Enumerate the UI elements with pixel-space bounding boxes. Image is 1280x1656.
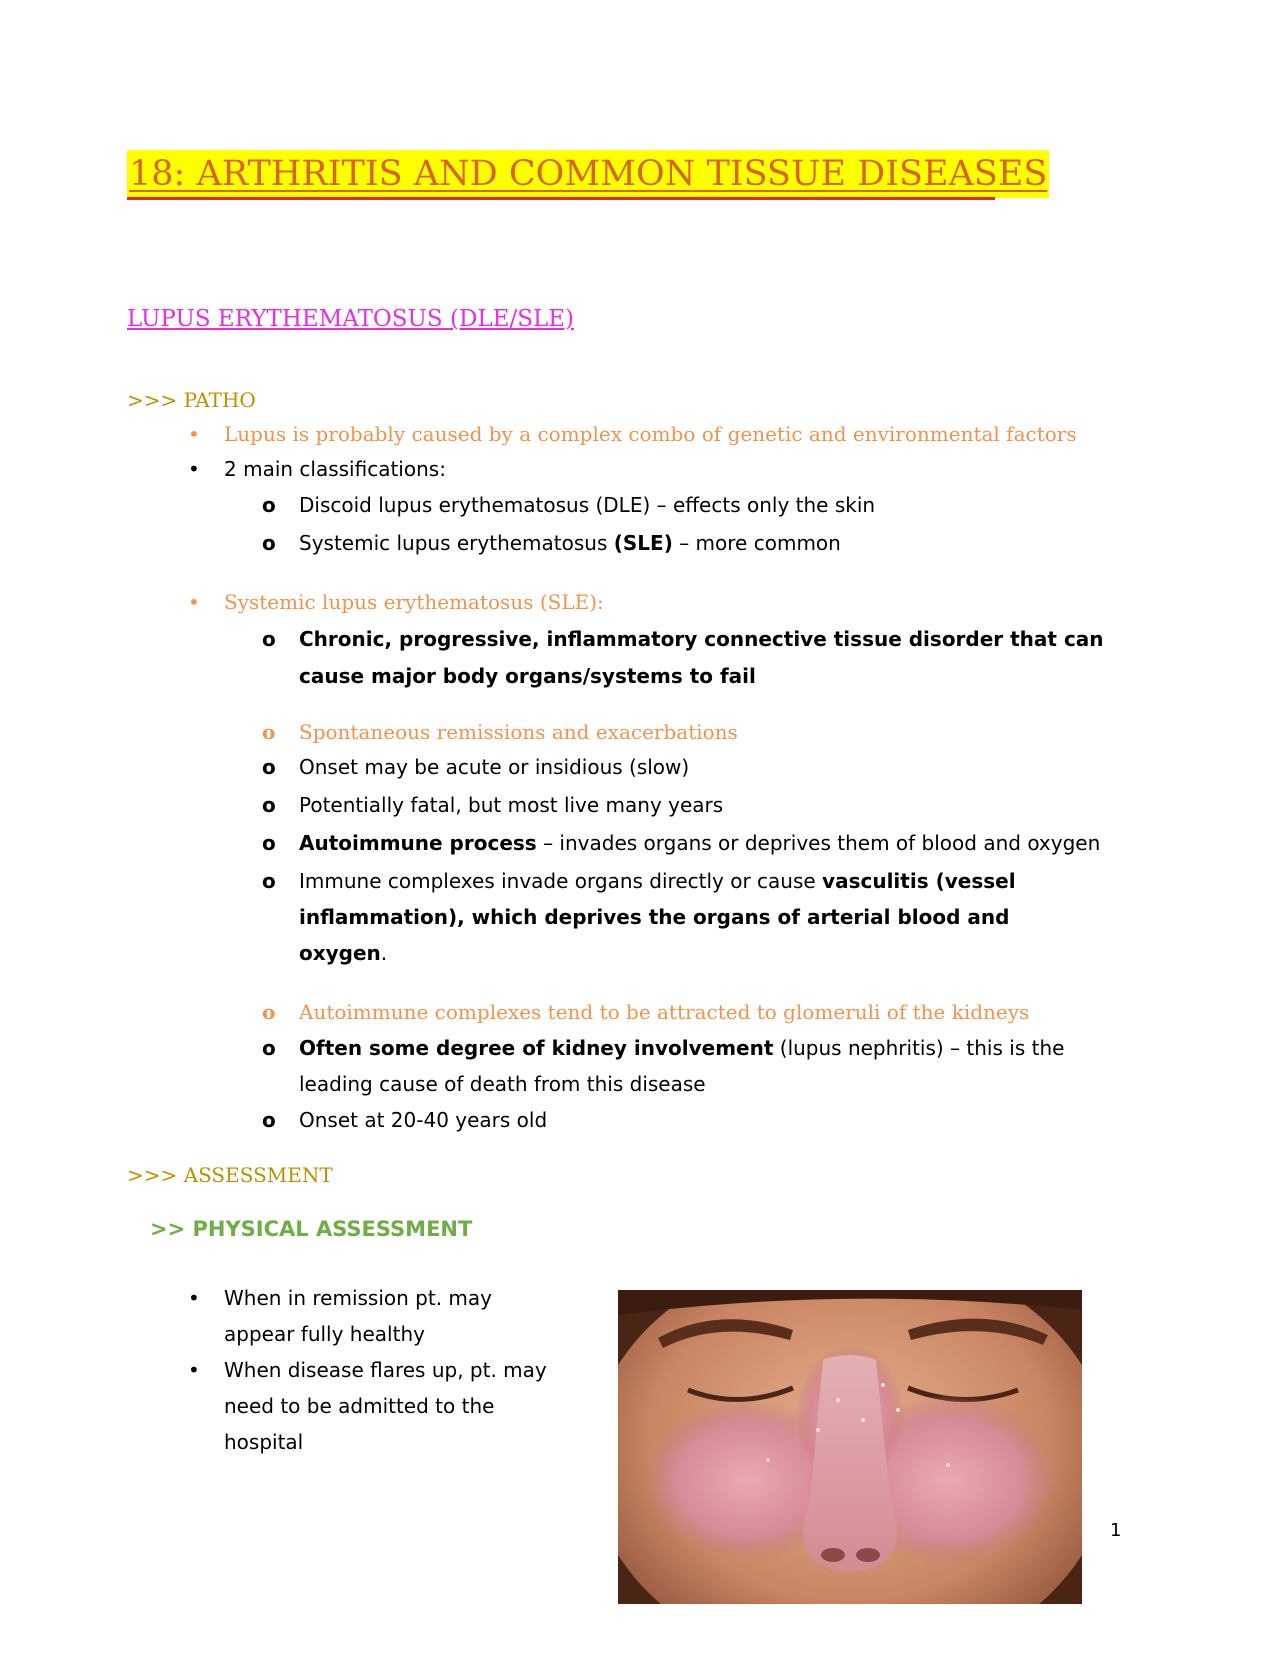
list-item — [0, 1036, 1280, 1070]
sub-bullet-marker: o — [262, 493, 276, 517]
bullet-marker: • — [188, 1286, 200, 1310]
list-item-text: Onset at 20-40 years old — [299, 1108, 548, 1132]
list-item — [0, 869, 1280, 903]
sub-bullet-marker: o — [262, 1000, 276, 1024]
list-item-text: Systemic lupus erythematosus (SLE) – more common — [299, 531, 841, 555]
title-underline-rule — [127, 197, 995, 200]
list-item-text: inflammation), which deprives the organs of arterial blood and — [299, 905, 1010, 929]
list-item-text: When in remission pt. may — [224, 1286, 492, 1310]
list-item-continuation — [0, 905, 1280, 939]
list-item-text: 2 main classifications: — [224, 457, 446, 481]
section-heading: LUPUS ERYTHEMATOSUS (DLE/SLE) — [127, 306, 575, 332]
list-item-text: Discoid lupus erythematosus (DLE) – effects only the skin — [299, 493, 876, 517]
bullet-marker: • — [188, 590, 200, 614]
list-item-continuation — [0, 664, 1280, 698]
list-item-text: oxygen. — [299, 941, 388, 965]
sub-bullet-marker: o — [262, 831, 276, 855]
list-item — [0, 720, 1280, 754]
sub-bullet-marker: o — [262, 793, 276, 817]
bullet-marker: • — [188, 457, 200, 481]
page-number: 1 — [1110, 1520, 1122, 1541]
sub-bullet-marker: o — [262, 720, 276, 744]
list-item-text: Often some degree of kidney involvement (lupus nephritis) – this is the — [299, 1036, 1065, 1060]
list-item — [0, 457, 1280, 491]
list-item — [0, 531, 1280, 565]
list-item-text: hospital — [224, 1430, 304, 1454]
bullet-marker: • — [188, 1358, 200, 1382]
list-item-text: Systemic lupus erythematosus (SLE): — [224, 590, 604, 614]
list-item-text: When disease flares up, pt. may — [224, 1358, 547, 1382]
sub-bullet-marker: o — [262, 755, 276, 779]
list-item — [0, 590, 1280, 624]
list-item — [0, 793, 1280, 827]
assessment-heading: >>> ASSESSMENT — [127, 1163, 333, 1187]
list-item-text: Chronic, progressive, inflammatory connective tissue disorder that can — [299, 627, 1104, 651]
list-item-text: appear fully healthy — [224, 1322, 425, 1346]
list-item — [0, 1000, 1280, 1034]
sub-bullet-marker: o — [262, 1036, 276, 1060]
list-item-text: Immune complexes invade organs directly or cause vasculitis (vessel — [299, 869, 1016, 893]
sub-bullet-marker: o — [262, 1108, 276, 1132]
list-item — [0, 831, 1280, 865]
list-item — [0, 493, 1280, 527]
physical-assessment-heading: >> PHYSICAL ASSESSMENT — [150, 1217, 473, 1241]
list-item-text: Autoimmune complexes tend to be attracted to glomeruli of the kidneys — [299, 1000, 1030, 1024]
list-item — [0, 1108, 1280, 1142]
list-item-text: Autoimmune process – invades organs or deprives them of blood and oxygen — [299, 831, 1101, 855]
patho-heading: >>> PATHO — [127, 388, 256, 412]
list-item — [0, 755, 1280, 789]
list-item-text: Onset may be acute or insidious (slow) — [299, 755, 690, 779]
list-item-continuation — [0, 941, 1280, 975]
list-item — [0, 627, 1280, 661]
list-item-text: cause major body organs/systems to fail — [299, 664, 756, 688]
list-item-text: need to be admitted to the — [224, 1394, 495, 1418]
list-item-text: leading cause of death from this disease — [299, 1072, 706, 1096]
sub-bullet-marker: o — [262, 869, 276, 893]
list-item-text: Spontaneous remissions and exacerbations — [299, 720, 738, 744]
sub-bullet-marker: o — [262, 531, 276, 555]
document-title: 18: ARTHRITIS AND COMMON TISSUE DISEASES — [127, 150, 1049, 198]
sub-bullet-marker: o — [262, 627, 276, 651]
lupus-rash-photo — [618, 1290, 1082, 1604]
bullet-marker: • — [188, 422, 200, 446]
list-item-continuation — [0, 1072, 1280, 1106]
list-item — [0, 422, 1280, 456]
list-item-text: Potentially fatal, but most live many years — [299, 793, 724, 817]
list-item-text: Lupus is probably caused by a complex combo of genetic and environmental factors — [224, 422, 1077, 446]
